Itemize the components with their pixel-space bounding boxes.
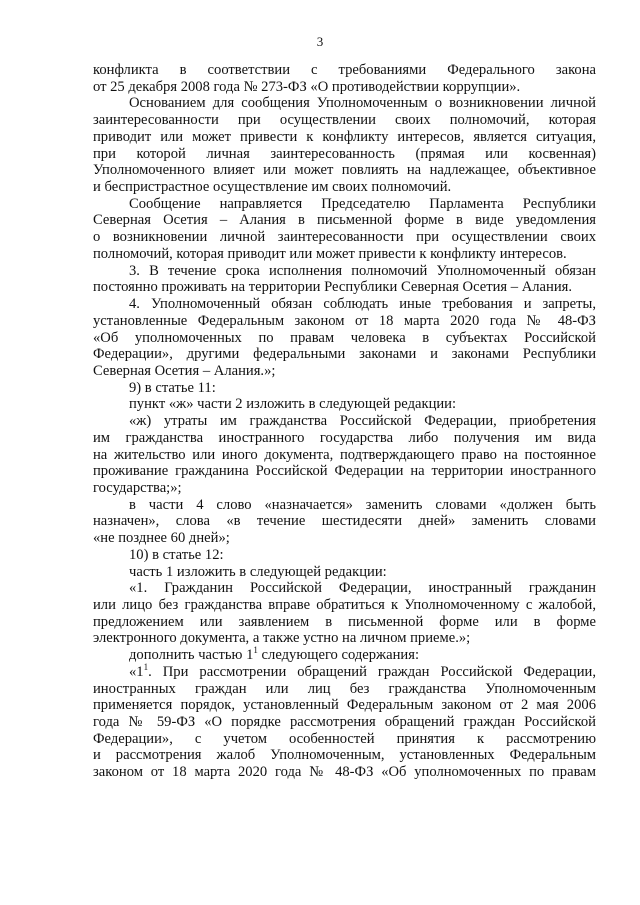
text-line: Федерации», с учетом особенностей принятия к рассмотрению [93,730,596,747]
text-line: при которой личная заинтересованность (прямая или косвенная) [93,145,596,162]
line-text: дополнить частью 1 [129,647,254,664]
text-line: в части 4 слово «назначается» заменить словами «должен быть [129,496,596,513]
text-line: конфликта в соответствии с требованиями Федерального закона [93,62,596,78]
line-text-continuation: . При рассмотрении обращений граждан Российской Федерации, [148,663,596,680]
text-line: заинтересованности при осуществлении своих полномочий, которая [93,112,596,129]
superscript: 1 [143,661,149,672]
text-line: Уполномоченного влияет или может повлиять на надлежащее, объективное [93,162,596,179]
text-line: Федерации», другими федеральными законами и законами Республики [93,346,596,363]
text-line: или лицо без гражданства вправе обратиться к Уполномоченному с жалобой, [93,597,596,613]
text-line: им гражданства иностранного государства либо получения им вида [93,429,596,446]
text-line: предложением или заявлением в письменной форме или в форме [93,613,596,630]
text-line: приводит или может привести к конфликту интересов, является ситуация, [93,128,596,145]
line-text: «1 [129,663,144,680]
line-text-continuation: следующего содержания: [257,647,420,664]
text-line: и рассмотрения жалоб Уполномоченным, установленных Федеральным [93,747,596,764]
text-line: от 25 декабря 2008 года № 273-ФЗ «О противодействии коррупции». [93,78,521,95]
text-line: Основанием для сообщения Уполномоченным о возникновении личной [129,95,596,112]
text-line: государства;»; [93,479,182,496]
text-line: проживание гражданина Российской Федерации на территории иностранного [93,463,596,480]
text-line: часть 1 изложить в следующей редакции: [129,563,387,580]
text-line: Северная Осетия – Алания.»; [93,362,276,379]
text-line: полномочий, которая приводит или может привести к конфликту интересов. [93,245,567,262]
text-line: «Об уполномоченных по правам человека в субъектах Российской [93,329,596,346]
text-line: и беспристрастное осуществление им своих полномочий. [93,179,452,196]
text-line: 9) в статье 11: [129,379,216,396]
superscript: 1 [253,645,258,656]
text-line [93,661,596,681]
text-line: иностранных граждан или лиц без гражданства Уполномоченным [93,680,596,697]
text-line: законом от 18 марта 2020 года № 48-ФЗ «Об уполномоченных по правам [93,764,596,781]
text-line: 3. В течение срока исполнения полномочий Уполномоченный обязан [129,262,596,279]
text-line: «1. Гражданин Российской Федерации, иностранный гражданин [129,580,596,597]
text-line: применяется порядок, установленный Федеральным законом от 2 мая 2006 [93,697,596,714]
text-line: Сообщение направляется Председателю Парламента Республики [129,195,596,212]
text-line: «ж) утраты им гражданства Российской Федерации, приобретения [129,413,596,430]
text-line: Северная Осетия – Алания в письменной форме в виде уведомления [93,212,596,229]
text-line: 4. Уполномоченный обязан соблюдать иные требования и запреты, [129,296,596,313]
text-line: постоянно проживать на территории Республики Северная Осетия – Алания. [93,279,573,296]
text-line: назначен», слова «в течение шестидесяти дней» заменить словами [93,513,596,530]
page-number: 3 [316,34,324,49]
text-line: года № 59-ФЗ «О порядке рассмотрения обращений граждан Российской [93,714,596,731]
text-line [93,647,596,664]
text-line: 10) в статье 12: [129,546,224,563]
text-line: о возникновении личной заинтересованности при осуществлении своих [93,229,596,246]
text-line: пункт «ж» части 2 изложить в следующей редакции: [129,396,457,413]
text-line: на жительство или иного документа, подтверждающего право на постоянное [93,446,596,463]
document-body [93,62,596,781]
text-line: электронного документа, а также устно на личном приеме.»; [93,630,471,647]
text-line: установленные Федеральным законом от 18 марта 2020 года № 48-ФЗ [93,312,596,329]
text-line: «не позднее 60 дней»; [93,530,230,547]
